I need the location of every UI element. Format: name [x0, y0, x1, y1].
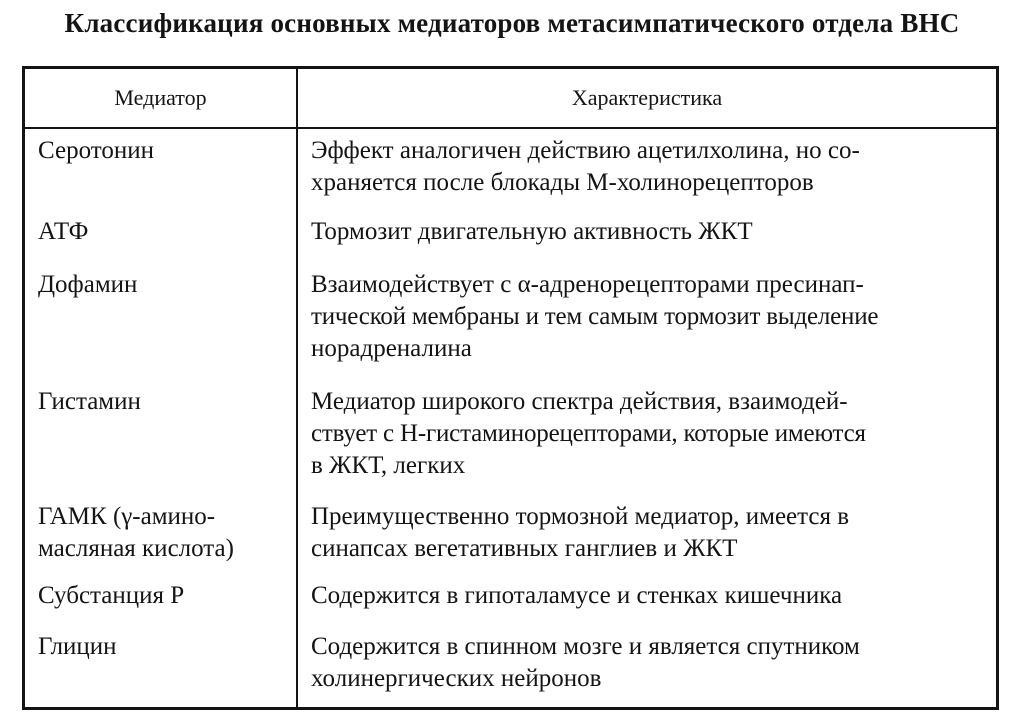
characteristic-line: ствует с Н-гистаминорецепторами, которые имеются [311, 420, 866, 447]
mediator-name: масляная кислота) [38, 535, 234, 562]
table-header-row [24, 68, 998, 129]
characteristic-line: Тормозит двигательную активность ЖКТ [311, 218, 753, 245]
characteristic-line: Взаимодействует с α-адренорецепторами пресинап- [311, 271, 864, 298]
characteristic-line: Содержится в спинном мозге и является спутником [311, 633, 860, 660]
characteristic-line: храняется после блокады М-холинорецепторов [311, 169, 814, 196]
characteristic-line: норадреналина [311, 335, 472, 362]
mediator-name: ГАМК (γ-амино- [38, 503, 216, 530]
mediator-name: Субстанция Р [38, 582, 185, 609]
mediator-cell [24, 624, 298, 709]
characteristic-cell [297, 128, 998, 207]
table-row [24, 573, 998, 624]
mediators-table [22, 66, 999, 710]
characteristic-line: синапсах вегетативных ганглиев и ЖКТ [311, 535, 738, 562]
mediator-name: Дофамин [38, 271, 138, 298]
characteristic-line: тической мембраны и тем самым тормозит выделение [311, 303, 879, 330]
table-row [24, 496, 998, 573]
table-row [24, 207, 998, 259]
characteristic-cell [297, 207, 998, 259]
characteristic-cell [297, 624, 998, 709]
table-row [24, 624, 998, 709]
characteristic-line: Содержится в гипоталамусе и стенках кишечника [311, 582, 843, 609]
characteristic-cell [297, 496, 998, 573]
mediator-cell [24, 207, 298, 259]
table-row [24, 375, 998, 496]
table-row [24, 259, 998, 375]
characteristic-line: Преимущественно тормозной медиатор, имеется в [311, 503, 850, 530]
mediator-name: Серотонин [38, 137, 154, 164]
mediator-cell [24, 128, 298, 207]
characteristic-cell [297, 573, 998, 624]
characteristic-line: холинергических нейронов [311, 665, 602, 692]
mediator-name: Гистамин [38, 388, 141, 415]
column-header-mediator: Медиатор [24, 68, 298, 129]
page-title: Классификация основных медиаторов метасимпатического отдела ВНС [64, 8, 960, 38]
mediator-name: Глицин [38, 633, 117, 660]
column-header-characteristic: Характеристика [297, 68, 998, 129]
characteristic-cell [297, 375, 998, 496]
characteristic-line: Медиатор широкого спектра действия, взаимодей- [311, 388, 848, 415]
mediator-cell [24, 496, 298, 573]
characteristic-line: Эффект аналогичен действию ацетилхолина, но со- [311, 137, 860, 164]
mediator-cell [24, 259, 298, 375]
mediator-name: АТФ [38, 218, 89, 245]
characteristic-line: в ЖКТ, легких [311, 452, 466, 479]
characteristic-cell [297, 259, 998, 375]
mediator-cell [24, 375, 298, 496]
mediator-cell [24, 573, 298, 624]
table-row [24, 128, 998, 207]
